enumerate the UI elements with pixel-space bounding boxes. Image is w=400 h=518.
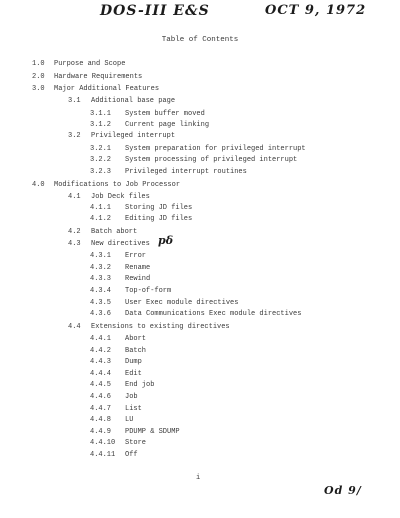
- toc-entry-text: Top-of-form: [125, 287, 172, 295]
- page-number: i: [196, 474, 201, 482]
- toc-entry-text: LU: [125, 416, 134, 424]
- toc-entry-number: 4.4.3: [90, 358, 112, 366]
- toc-entry-number: 3.1.2: [90, 121, 112, 129]
- toc-entry-number: 3.1.1: [90, 110, 112, 118]
- toc-entry-text: End job: [125, 381, 155, 389]
- toc-entry-text: Purpose and Scope: [54, 60, 126, 68]
- toc-entry-number: 4.4.6: [90, 393, 112, 401]
- toc-entry-number: 4.4.2: [90, 347, 112, 355]
- toc-entry-number: 4.1: [68, 193, 81, 201]
- toc-entry-number: 4.3.3: [90, 275, 112, 283]
- toc-entry-number: 3.1: [68, 97, 81, 105]
- toc-entry-number: 4.2: [68, 228, 81, 236]
- toc-entry-number: 4.3.2: [90, 264, 112, 272]
- toc-entry-number: 4.4.1: [90, 335, 112, 343]
- toc-entry-number: 4.4.11: [90, 451, 116, 459]
- handwritten-date: OCT 9, 1972: [265, 3, 367, 18]
- toc-entry-number: 3.2: [68, 132, 81, 140]
- toc-entry-number: 4.4: [68, 323, 81, 331]
- toc-entry-text: PDUMP & SDUMP: [125, 428, 180, 436]
- toc-entry-text: Dump: [125, 358, 142, 366]
- toc-entry-text: Store: [125, 439, 147, 447]
- toc-entry-text: System preparation for privileged interrupt: [125, 145, 306, 153]
- toc-entry-text: Privileged interrupt routines: [125, 168, 247, 176]
- toc-entry-text: User Exec module directives: [125, 299, 239, 307]
- toc-entry-text: System processing of privileged interrupt: [125, 156, 298, 164]
- toc-entry-text: Edit: [125, 370, 142, 378]
- toc-entry-number: 3.2.2: [90, 156, 112, 164]
- toc-entry-number: 4.3.4: [90, 287, 112, 295]
- toc-entry-number: 3.2.1: [90, 145, 112, 153]
- toc-entry-number: 4.0: [32, 181, 45, 189]
- toc-entry-number: 4.4.8: [90, 416, 112, 424]
- toc-entry-text: Privileged interrupt: [91, 132, 176, 140]
- toc-entry-text: Job: [125, 393, 138, 401]
- toc-entry-text: Extensions to existing directives: [91, 323, 230, 331]
- toc-entry-text: Additional base page: [91, 97, 176, 105]
- toc-entry-number: 4.1.2: [90, 215, 112, 223]
- toc-entry-text: Error: [125, 252, 147, 260]
- toc-entry-text: Rewind: [125, 275, 151, 283]
- toc-entry-text: Batch: [125, 347, 147, 355]
- handwritten-corner-note: Od 9/: [324, 484, 362, 497]
- toc-entry-number: 4.1.1: [90, 204, 112, 212]
- toc-entry-number: 4.4.7: [90, 405, 112, 413]
- toc-entry-number: 4.3.5: [90, 299, 112, 307]
- toc-entry-number: 4.4.10: [90, 439, 116, 447]
- toc-entry-number: 4.3: [68, 240, 81, 248]
- toc-entry-text: Abort: [125, 335, 147, 343]
- toc-entry-text: Rename: [125, 264, 151, 272]
- toc-entry-text: Batch abort: [91, 228, 138, 236]
- toc-entry-number: 4.4.5: [90, 381, 112, 389]
- toc-entry-number: 1.0: [32, 60, 45, 68]
- toc-entry-number: 4.3.6: [90, 310, 112, 318]
- handwritten-title: DOS-III E&S: [100, 3, 210, 19]
- page-title: Table of Contents: [161, 36, 239, 44]
- toc-entry-text: Job Deck files: [91, 193, 150, 201]
- toc-entry-number: 4.4.4: [90, 370, 112, 378]
- handwritten-note-new-directives: pδ: [158, 234, 174, 247]
- toc-entry-number: 4.4.9: [90, 428, 112, 436]
- toc-entry-text: Modifications to Job Processor: [54, 181, 181, 189]
- toc-entry-number: 4.3.1: [90, 252, 112, 260]
- toc-entry-text: Editing JD files: [125, 215, 193, 223]
- toc-entry-text: New directives: [91, 240, 150, 248]
- toc-entry-text: Off: [125, 451, 138, 459]
- toc-entry-text: Data Communications Exec module directives: [125, 310, 302, 318]
- toc-entry-text: List: [125, 405, 142, 413]
- toc-entry-number: 3.0: [32, 85, 45, 93]
- toc-entry-text: Storing JD files: [125, 204, 193, 212]
- toc-entry-text: Current page linking: [125, 121, 210, 129]
- toc-entry-number: 3.2.3: [90, 168, 112, 176]
- toc-entry-text: System buffer moved: [125, 110, 205, 118]
- toc-entry-text: Hardware Requirements: [54, 73, 143, 81]
- toc-entry-number: 2.0: [32, 73, 45, 81]
- toc-entry-text: Major Additional Features: [54, 85, 160, 93]
